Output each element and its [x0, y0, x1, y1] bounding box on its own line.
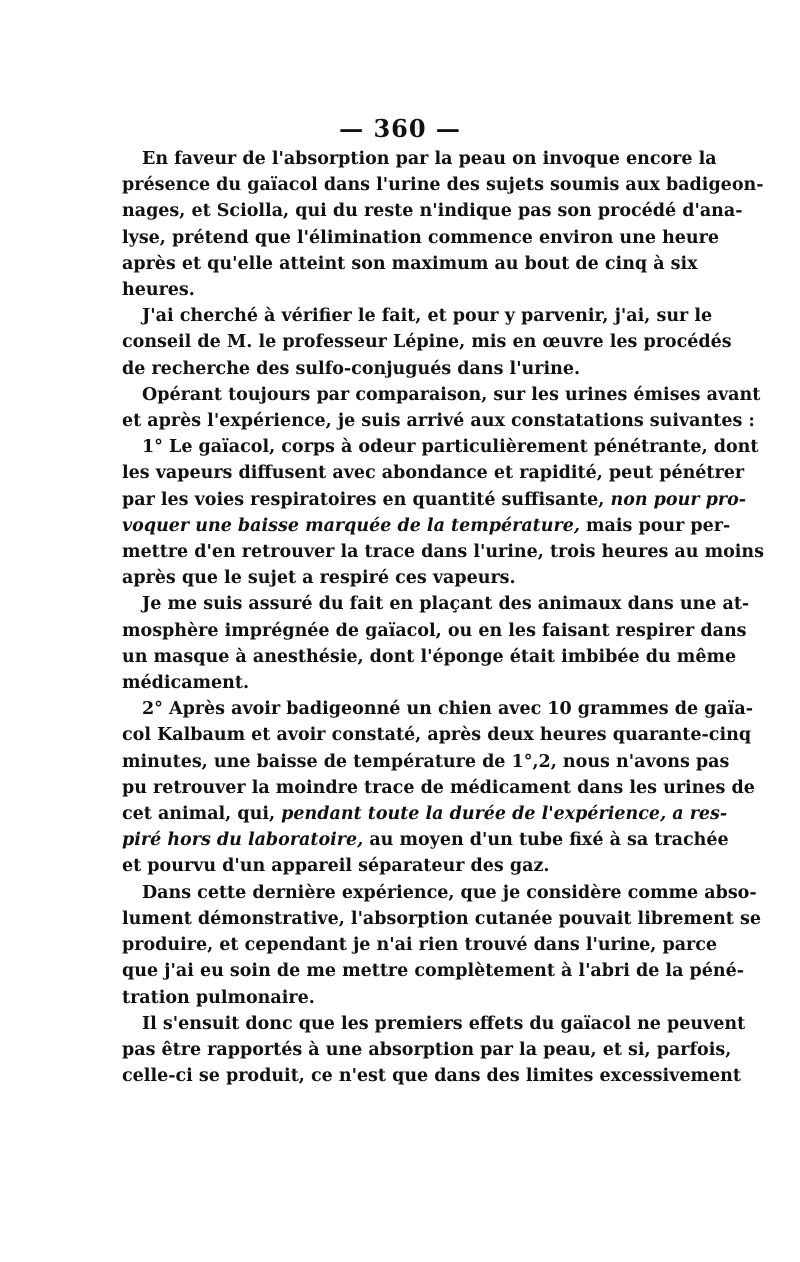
italic-phrase: piré hors du laboratoire,: [122, 830, 364, 851]
text-line: les vapeurs diffusent avec abondance et rapidité, peut pénétrer: [122, 463, 745, 484]
text-line: que j'ai eu soin de me mettre complètement à l'abri de la péné-: [122, 961, 745, 982]
italic-phrase: pendant toute la durée de l'expérience, a res-: [281, 804, 728, 825]
text-line: Il s'ensuit donc que les premiers effets du gaïacol ne peuvent: [142, 1013, 746, 1034]
text-line: piré hors du laboratoire, au moyen d'un tube fixé à sa trachée: [122, 830, 729, 851]
text-line: lyse, prétend que l'élimination commence environ une heure: [122, 227, 720, 248]
text-line: minutes, une baisse de température de 1°,2, nous n'avons pas: [122, 751, 730, 772]
text-line: par les voies respiratoires en quantité suffisante, non pour pro-: [122, 489, 747, 510]
text-line: voquer une baisse marquée de la température, mais pour per-: [122, 515, 731, 536]
text-line: col Kalbaum et avoir constaté, après deux heures quarante-cinq: [122, 725, 752, 746]
text-line: heures.: [122, 280, 195, 301]
text-line: présence du gaïacol dans l'urine des sujets soumis aux badigeon-: [122, 175, 764, 196]
text-line: J'ai cherché à vérifier le fait, et pour y parvenir, j'ai, sur le: [142, 306, 713, 327]
text-line: médicament.: [122, 673, 250, 694]
text-line: de recherche des sulfo-conjugués dans l'urine.: [122, 358, 581, 379]
body-text: [122, 146, 764, 1089]
text-line: produire, et cependant je n'ai rien trouvé dans l'urine, parce: [122, 935, 718, 956]
text-line: cet animal, qui, pendant toute la durée de l'expérience, a res-: [122, 804, 728, 825]
text-line: mettre d'en retrouver la trace dans l'urine, trois heures au moins: [122, 542, 764, 563]
text-line: et après l'expérience, je suis arrivé aux constatations suivantes :: [122, 411, 755, 432]
text-line: conseil de M. le professeur Lépine, mis en œuvre les procédés: [122, 332, 732, 353]
text-line: tration pulmonaire.: [122, 987, 315, 1008]
italic-phrase: voquer une baisse marquée de la température,: [122, 515, 580, 536]
text-line: et pourvu d'un appareil séparateur des gaz.: [122, 856, 550, 877]
text-line: après que le sujet a respiré ces vapeurs.: [122, 568, 516, 589]
text-line: un masque à anesthésie, dont l'éponge était imbibée du même: [122, 646, 737, 667]
text-line: pu retrouver la moindre trace de médicament dans les urines de: [122, 777, 755, 798]
italic-phrase: non pour pro-: [610, 489, 747, 510]
text-line: 1° Le gaïacol, corps à odeur particulièrement pénétrante, dont: [142, 437, 759, 458]
text-line: En faveur de l'absorption par la peau on invoque encore la: [142, 149, 717, 169]
text-line: mosphère imprégnée de gaïacol, ou en les faisant respirer dans: [122, 620, 747, 641]
text-line: lument démonstrative, l'absorption cutanée pouvait librement se: [122, 908, 761, 929]
text-line: Dans cette dernière expérience, que je considère comme abso-: [142, 882, 757, 903]
text-line: Opérant toujours par comparaison, sur les urines émises avant: [142, 384, 761, 405]
text-line: nages, et Sciolla, qui du reste n'indique pas son procédé d'ana-: [122, 201, 743, 222]
page-number: — 360 —: [339, 114, 461, 143]
text-line: celle-ci se produit, ce n'est que dans des limites excessivement: [122, 1066, 741, 1087]
text-line: après et qu'elle atteint son maximum au bout de cinq à six: [122, 253, 698, 274]
text-line: 2° Après avoir badigeonné un chien avec 10 grammes de gaïa-: [142, 699, 753, 720]
text-line: pas être rapportés à une absorption par la peau, et si, parfois,: [122, 1039, 732, 1060]
text-line: Je me suis assuré du fait en plaçant des animaux dans une at-: [142, 594, 750, 615]
